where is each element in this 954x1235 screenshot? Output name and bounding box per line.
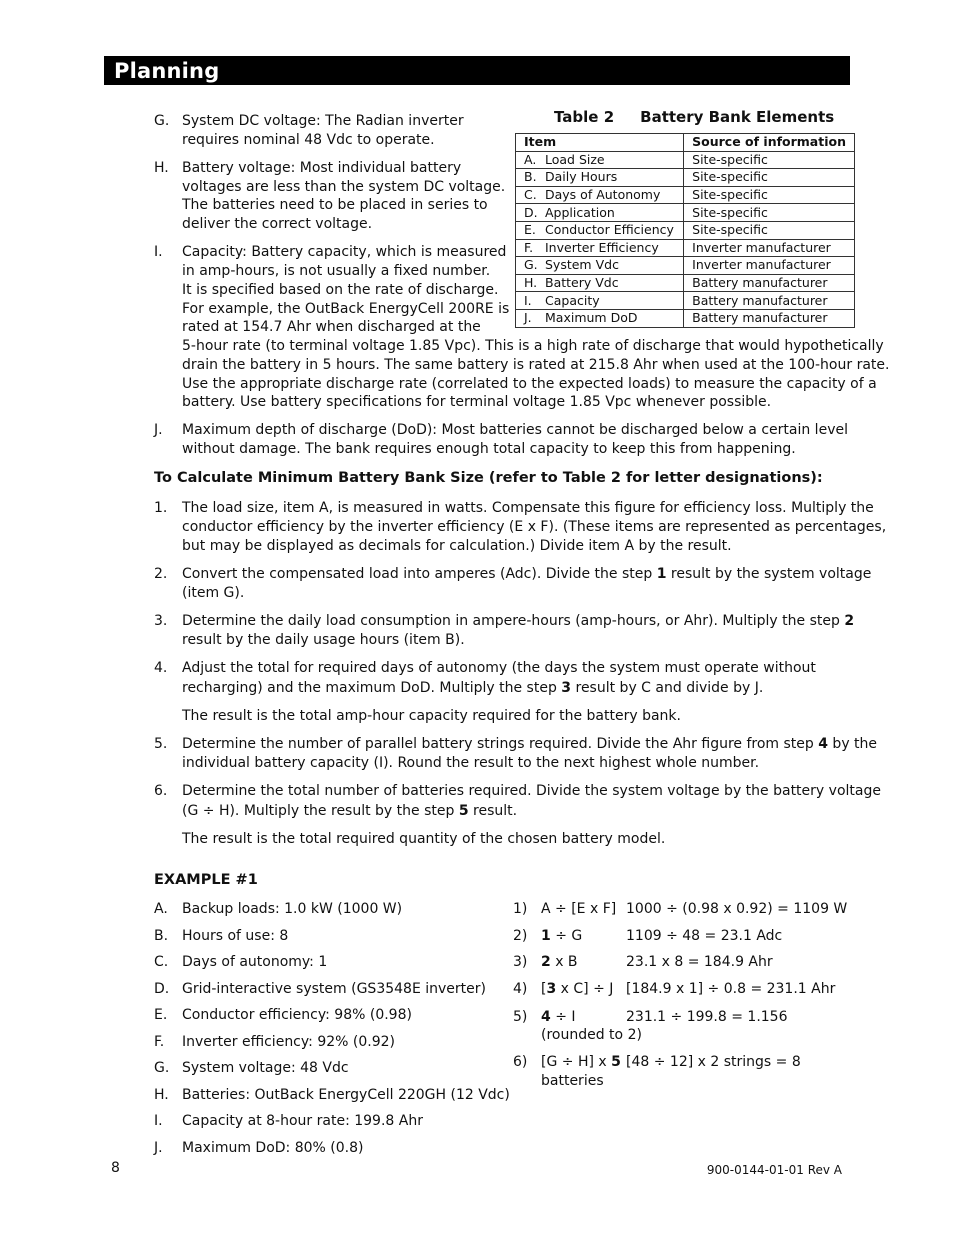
text-line xyxy=(182,680,763,696)
source-cell: Inverter manufacturer xyxy=(684,257,855,275)
source-cell: Battery manufacturer xyxy=(684,292,855,310)
item-cell xyxy=(516,274,684,292)
text-line: individual battery capacity (I). Round the result to the next highest whole number. xyxy=(182,755,760,771)
calc-heading: To Calculate Minimum Battery Bank Size (refer to Table 2 for letter designations): xyxy=(154,470,823,486)
column-header: Source of information xyxy=(684,134,855,152)
input-label: B. xyxy=(154,928,169,944)
item-label: H. xyxy=(154,160,169,176)
item-name: Maximum DoD xyxy=(545,310,638,326)
text-line: drain the battery in 5 hours. The same battery is rated at 215.8 Ahr when used at the 100-hour rate. xyxy=(182,357,890,373)
item-name: Battery Vdc xyxy=(545,275,619,291)
text-run: [ xyxy=(541,981,547,997)
text-line: battery. Use battery specifications for terminal voltage 1.85 Vpc whenever possible. xyxy=(182,394,772,410)
table-row xyxy=(516,257,855,275)
text-line: conductor efficiency by the inverter efficiency (E x F). (These items are represented as percentages, xyxy=(182,519,887,535)
step-number: 3. xyxy=(154,613,168,629)
input-text: Backup loads: 1.0 kW (1000 W) xyxy=(182,901,403,917)
text-line: The load size, item A, is measured in watts. Compensate this figure for efficiency loss. Multiply the xyxy=(182,500,874,516)
step-reference: 5 xyxy=(611,1054,621,1070)
input-label: E. xyxy=(154,1007,168,1023)
row-letter: D. xyxy=(524,204,538,220)
calc-step-number: 6) xyxy=(513,1054,528,1070)
source-cell: Site-specific xyxy=(684,169,855,187)
table-header-row xyxy=(516,134,855,152)
item-cell xyxy=(516,204,684,222)
calc-formula xyxy=(541,954,578,970)
text-run: result. xyxy=(468,803,518,819)
text-line: Adjust the total for required days of autonomy (the days the system must operate without xyxy=(182,660,816,676)
item-cell xyxy=(516,257,684,275)
row-letter: E. xyxy=(524,222,536,238)
input-label: I. xyxy=(154,1113,163,1129)
text-line: System DC voltage: The Radian inverter xyxy=(182,113,464,129)
source-cell: Inverter manufacturer xyxy=(684,239,855,257)
text-run: result by C and divide by J. xyxy=(571,680,764,696)
table-row xyxy=(516,221,855,239)
text-line xyxy=(182,736,877,752)
text-line: voltages are less than the system DC voltage. xyxy=(182,179,506,195)
table-row xyxy=(516,309,855,327)
text-line: The batteries need to be placed in series to xyxy=(182,197,488,213)
text-run: x C] ÷ J xyxy=(556,981,614,997)
step-note: The result is the total required quantity of the chosen battery model. xyxy=(182,831,666,847)
row-letter: G. xyxy=(524,257,538,273)
text-run: Determine the daily load consumption in ampere-hours (amp-hours, or Ahr). Multiply the step xyxy=(182,613,845,629)
input-label: G. xyxy=(154,1060,170,1076)
text-run: by the xyxy=(827,736,878,752)
step-reference: 3 xyxy=(546,981,557,997)
example-heading: EXAMPLE #1 xyxy=(154,872,258,888)
text-line: Battery voltage: Most individual battery xyxy=(182,160,462,176)
item-name: Inverter Efficiency xyxy=(545,239,659,255)
input-label: C. xyxy=(154,954,169,970)
input-text: Maximum DoD: 80% (0.8) xyxy=(182,1140,364,1156)
step-number: 4. xyxy=(154,660,168,676)
text-line: Use the appropriate discharge rate (correlated to the expected loads) to measure the capacity of a xyxy=(182,376,877,392)
item-name: Application xyxy=(545,204,615,220)
step-reference: 5 xyxy=(458,803,469,819)
table-row xyxy=(516,204,855,222)
table-row xyxy=(516,239,855,257)
text-run: result by the system voltage xyxy=(666,566,872,582)
item-cell xyxy=(516,292,684,310)
row-letter: J. xyxy=(524,310,532,326)
text-line: rated at 154.7 Ahr when discharged at the xyxy=(182,319,481,335)
text-line: deliver the correct voltage. xyxy=(182,216,373,232)
input-label: A. xyxy=(154,901,168,917)
calc-result: [184.9 x 1] ÷ 0.8 = 231.1 Ahr xyxy=(626,981,836,997)
section-title: Planning xyxy=(114,59,220,83)
row-letter: B. xyxy=(524,169,537,185)
input-text: Hours of use: 8 xyxy=(182,928,289,944)
item-name: Capacity xyxy=(545,292,600,308)
text-line xyxy=(182,613,854,629)
input-text: Days of autonomy: 1 xyxy=(182,954,328,970)
text-run: recharging) and the maximum DoD. Multiply the step xyxy=(182,680,562,696)
source-cell: Site-specific xyxy=(684,186,855,204)
table-caption xyxy=(554,108,834,126)
table-row xyxy=(516,186,855,204)
item-label: G. xyxy=(154,113,170,129)
text-line: requires nominal 48 Vdc to operate. xyxy=(182,132,435,148)
item-cell xyxy=(516,239,684,257)
document-id: 900-0144-01-01 Rev A xyxy=(706,1163,842,1177)
input-label: J. xyxy=(154,1140,163,1156)
calc-formula xyxy=(541,1054,621,1070)
step-number: 6. xyxy=(154,783,168,799)
input-text: Grid-interactive system (GS3548E inverter) xyxy=(182,981,486,997)
table-row xyxy=(516,169,855,187)
source-cell: Battery manufacturer xyxy=(684,274,855,292)
item-label: J. xyxy=(154,422,163,438)
calc-formula xyxy=(541,1009,576,1025)
item-name: Days of Autonomy xyxy=(545,187,661,203)
item-cell xyxy=(516,151,684,169)
step-number: 2. xyxy=(154,566,168,582)
input-text: Capacity at 8-hour rate: 199.8 Ahr xyxy=(182,1113,423,1129)
item-name: Daily Hours xyxy=(545,169,618,185)
calc-step-number: 1) xyxy=(513,901,528,917)
calc-result: [48 ÷ 12] x 2 strings = 8 xyxy=(626,1054,801,1070)
section-header-bar xyxy=(104,56,850,85)
text-run: x B xyxy=(550,954,578,970)
text-line: 5-hour rate (to terminal voltage 1.85 Vpc). This is a high rate of discharge that would hypothetically xyxy=(182,338,884,354)
text-run: [G ÷ H] x xyxy=(541,1054,612,1070)
source-cell: Site-specific xyxy=(684,151,855,169)
text-run: ÷ G xyxy=(550,928,583,944)
item-name: Load Size xyxy=(545,151,605,167)
step-reference: 2 xyxy=(541,954,551,970)
step-reference: 4 xyxy=(818,736,828,752)
text-run: ÷ I xyxy=(550,1009,576,1025)
step-number: 5. xyxy=(154,736,168,752)
input-text: Inverter efficiency: 92% (0.92) xyxy=(182,1034,395,1050)
item-cell xyxy=(516,169,684,187)
item-cell xyxy=(516,309,684,327)
step-reference: 4 xyxy=(541,1009,551,1025)
table-row xyxy=(516,292,855,310)
page-number: 8 xyxy=(111,1160,120,1176)
calc-result: 1000 ÷ (0.98 x 0.92) = 1109 W xyxy=(626,901,848,917)
input-text: Batteries: OutBack EnergyCell 220GH (12 Vdc) xyxy=(182,1087,510,1103)
step-note: The result is the total amp-hour capacity required for the battery bank. xyxy=(182,708,681,724)
text-line: in amp-hours, is not usually a fixed number. xyxy=(182,263,491,279)
text-line: without damage. The bank requires enough total capacity to keep this from happening. xyxy=(182,441,796,457)
text-run: (G ÷ H). Multiply the result by the step xyxy=(182,803,459,819)
row-letter: F. xyxy=(524,239,534,255)
calc-step-number: 2) xyxy=(513,928,528,944)
calc-step-number: 4) xyxy=(513,981,528,997)
text-line: but may be displayed as decimals for calculation.) Divide item A by the result. xyxy=(182,538,732,554)
calc-result: 231.1 ÷ 199.8 = 1.156 xyxy=(626,1009,788,1025)
source-cell: Site-specific xyxy=(684,204,855,222)
calc-result: 23.1 x 8 = 184.9 Ahr xyxy=(626,954,773,970)
text-line: Determine the total number of batteries required. Divide the system voltage by the battery voltage xyxy=(182,783,881,799)
text-line: Capacity: Battery capacity, which is measured xyxy=(182,244,507,260)
input-label: F. xyxy=(154,1034,165,1050)
input-label: D. xyxy=(154,981,170,997)
item-name: Conductor Efficiency xyxy=(545,222,674,238)
table-title: Battery Bank Elements xyxy=(640,108,835,126)
text-run: Determine the number of parallel battery strings required. Divide the Ahr figure from step xyxy=(182,736,819,752)
battery-bank-table xyxy=(515,133,855,328)
row-letter: C. xyxy=(524,187,537,203)
calc-step-number: 5) xyxy=(513,1009,528,1025)
row-letter: H. xyxy=(524,275,538,291)
step-reference: 1 xyxy=(656,566,667,582)
calc-note: batteries xyxy=(541,1073,604,1089)
input-text: Conductor efficiency: 98% (0.98) xyxy=(182,1007,412,1023)
item-cell xyxy=(516,221,684,239)
text-line: (item G). xyxy=(182,585,245,601)
step-reference: 1 xyxy=(541,928,551,944)
item-label: I. xyxy=(154,244,163,260)
source-cell: Site-specific xyxy=(684,221,855,239)
calc-note: (rounded to 2) xyxy=(541,1027,642,1043)
item-cell xyxy=(516,186,684,204)
step-number: 1. xyxy=(154,500,168,516)
calc-formula: A ÷ [E x F] xyxy=(541,901,617,917)
calc-step-number: 3) xyxy=(513,954,528,970)
input-text: System voltage: 48 Vdc xyxy=(182,1060,349,1076)
text-line xyxy=(182,566,871,582)
input-label: H. xyxy=(154,1087,169,1103)
text-line: For example, the OutBack EnergyCell 200RE is xyxy=(182,301,510,317)
table-row xyxy=(516,151,855,169)
item-name: System Vdc xyxy=(545,257,619,273)
source-cell: Battery manufacturer xyxy=(684,309,855,327)
text-line: result by the daily usage hours (item B). xyxy=(182,632,465,648)
calc-formula xyxy=(541,981,613,997)
step-reference: 2 xyxy=(844,613,855,629)
text-line: Maximum depth of discharge (DoD): Most batteries cannot be discharged below a certain level xyxy=(182,422,848,438)
calc-formula xyxy=(541,928,582,944)
table-row xyxy=(516,274,855,292)
calc-result: 1109 ÷ 48 = 23.1 Adc xyxy=(626,928,783,944)
text-line: It is specified based on the rate of discharge. xyxy=(182,282,499,298)
table-label: Table 2 xyxy=(554,108,615,126)
column-header: Item xyxy=(516,134,684,152)
row-letter: I. xyxy=(524,292,532,308)
text-line xyxy=(182,803,517,819)
text-run: Convert the compensated load into amperes (Adc). Divide the step xyxy=(182,566,657,582)
row-letter: A. xyxy=(524,151,537,167)
step-reference: 3 xyxy=(561,680,572,696)
